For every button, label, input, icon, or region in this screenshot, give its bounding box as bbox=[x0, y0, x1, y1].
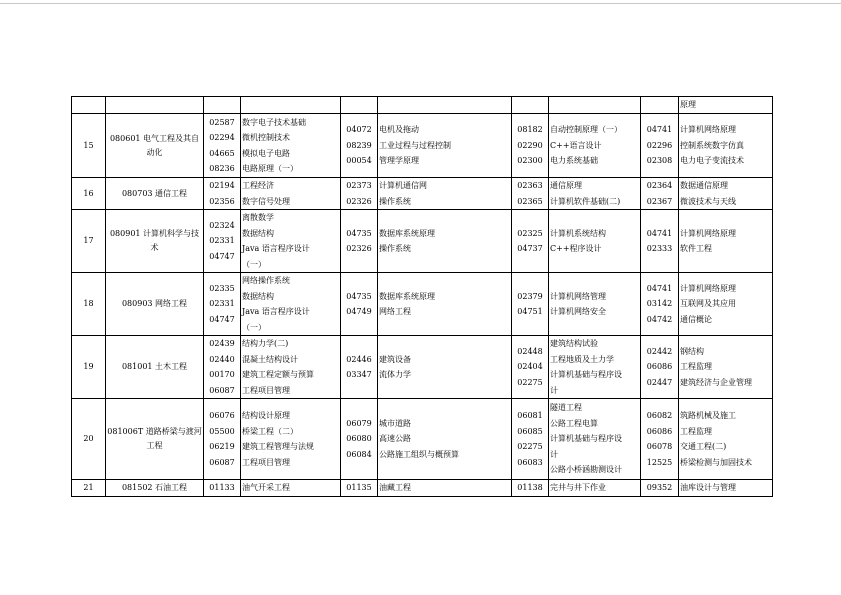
course-names-cell bbox=[241, 114, 341, 178]
course-codes-cell bbox=[341, 336, 378, 399]
table-row bbox=[72, 178, 773, 210]
course-code: 02326 bbox=[346, 244, 372, 253]
course-name: 公路工程电算 bbox=[550, 418, 598, 428]
course-code: 04741 bbox=[646, 283, 673, 293]
table-row bbox=[72, 399, 773, 480]
course-code: 02331 bbox=[209, 299, 235, 309]
course-names-cell bbox=[679, 273, 773, 336]
course-code: 04735 bbox=[346, 291, 372, 301]
course-name: 数字信号处理 bbox=[242, 196, 290, 206]
major-name: 080901 计算机科学与技术 bbox=[106, 210, 204, 273]
course-code: 02404 bbox=[517, 362, 543, 372]
table-cell bbox=[106, 97, 204, 114]
course-code: 06087 bbox=[209, 457, 235, 467]
course-name: 油库设计与管理 bbox=[680, 483, 736, 493]
course-codes-cell bbox=[512, 336, 549, 399]
course-names-cell bbox=[241, 480, 341, 497]
course-name: 软件工程 bbox=[680, 244, 712, 253]
course-name: （一） bbox=[242, 322, 266, 332]
course-name: 城市道路 bbox=[379, 418, 411, 428]
course-name: 计算机软件基础(二) bbox=[550, 196, 621, 206]
course-name: 计算机系统结构 bbox=[550, 228, 606, 238]
course-code: 02325 bbox=[517, 228, 543, 238]
course-name: 数字电子技术基础 bbox=[242, 117, 306, 127]
row-number: 21 bbox=[72, 480, 106, 497]
course-names-cell bbox=[679, 210, 773, 273]
course-code: 02333 bbox=[646, 244, 673, 253]
row-number: 16 bbox=[72, 178, 106, 210]
course-codes-cell bbox=[512, 114, 549, 178]
course-name: 计算机基础与程序设 bbox=[550, 434, 622, 444]
course-codes-cell bbox=[641, 114, 679, 178]
course-name: 工程监理 bbox=[680, 426, 712, 436]
course-code: 02324 bbox=[209, 220, 235, 230]
course-code: 02446 bbox=[346, 354, 372, 364]
row-number: 19 bbox=[72, 336, 106, 399]
course-codes-cell bbox=[512, 178, 549, 210]
course-code: 02296 bbox=[646, 140, 673, 150]
course-name: 结构设计原理 bbox=[242, 411, 290, 420]
course-name: 微波技术与天线 bbox=[680, 196, 736, 206]
course-names-cell bbox=[378, 336, 512, 399]
row-number: 17 bbox=[72, 210, 106, 273]
course-codes-cell bbox=[641, 178, 679, 210]
course-name: 电路原理（一） bbox=[242, 164, 298, 173]
course-code: 02365 bbox=[517, 196, 543, 206]
course-name: 钢结构 bbox=[680, 346, 704, 356]
course-code: 02364 bbox=[646, 181, 673, 190]
course-name: C++语言设计 bbox=[550, 140, 602, 150]
course-names-cell bbox=[679, 399, 773, 480]
course-codes-cell bbox=[341, 210, 378, 273]
table-cell bbox=[512, 97, 549, 114]
course-code: 03142 bbox=[646, 299, 673, 309]
table-row bbox=[72, 336, 773, 399]
course-name: Java 语言程序设计 bbox=[242, 307, 310, 316]
course-name: 交通工程(二) bbox=[680, 442, 727, 451]
course-code: 02275 bbox=[517, 377, 543, 387]
course-name: 筑路机械及施工 bbox=[680, 411, 736, 420]
table-row bbox=[72, 480, 773, 497]
course-codes-cell bbox=[641, 336, 679, 399]
course-name: 自动控制原理（一） bbox=[550, 125, 622, 135]
course-name: 公路施工组织与概预算 bbox=[379, 449, 459, 459]
course-name: 公路小桥涵勘测设计 bbox=[550, 465, 622, 475]
course-code: 02439 bbox=[209, 339, 235, 348]
course-name: 工程监理 bbox=[680, 362, 712, 372]
course-name: 操作系统 bbox=[379, 244, 411, 253]
course-codes-cell bbox=[641, 210, 679, 273]
course-name: 计算机网络原理 bbox=[680, 283, 736, 293]
course-code: 02447 bbox=[646, 377, 673, 387]
course-codes-cell bbox=[512, 273, 549, 336]
course-code: 09352 bbox=[646, 483, 673, 493]
course-name: 离散数学 bbox=[242, 213, 274, 222]
course-names-cell bbox=[549, 480, 641, 497]
course-code: 08182 bbox=[517, 125, 543, 135]
course-names-cell bbox=[378, 178, 512, 210]
course-name: 建筑经济与企业管理 bbox=[680, 377, 752, 387]
major-name: 081006T 道路桥梁与渡河工程 bbox=[106, 399, 204, 480]
course-codes-cell bbox=[341, 178, 378, 210]
course-code: 04737 bbox=[517, 244, 543, 253]
course-name: 建筑设备 bbox=[379, 354, 411, 364]
course-name: 数据通信原理 bbox=[680, 181, 728, 190]
course-code: 04751 bbox=[517, 307, 543, 316]
table-cell bbox=[241, 97, 341, 114]
course-code: 06083 bbox=[517, 457, 543, 467]
course-names-cell bbox=[549, 178, 641, 210]
course-names-cell bbox=[679, 480, 773, 497]
major-name: 080601 电气工程及其自动化 bbox=[106, 114, 204, 178]
course-names-cell bbox=[378, 399, 512, 480]
course-names-cell bbox=[241, 336, 341, 399]
table-cell bbox=[204, 97, 241, 114]
course-names-cell bbox=[549, 399, 641, 480]
course-names-cell bbox=[241, 178, 341, 210]
course-name: 计算机网络管理 bbox=[550, 291, 606, 301]
course-codes-cell bbox=[512, 480, 549, 497]
course-code: 06084 bbox=[346, 449, 372, 459]
course-codes-cell bbox=[512, 399, 549, 480]
course-name: 操作系统 bbox=[379, 196, 411, 206]
course-code: 02440 bbox=[209, 354, 235, 364]
major-name: 080703 通信工程 bbox=[106, 178, 204, 210]
course-name: （一） bbox=[242, 259, 266, 269]
course-names-cell bbox=[378, 273, 512, 336]
course-names-cell bbox=[679, 114, 773, 178]
course-code: 04741 bbox=[646, 125, 673, 135]
course-name: 计 bbox=[550, 449, 558, 459]
table-row-header-remnant bbox=[72, 97, 773, 114]
course-name: 数据库系统原理 bbox=[379, 291, 435, 301]
course-codes-cell bbox=[204, 399, 241, 480]
page-top-rule bbox=[0, 3, 841, 4]
course-code: 02300 bbox=[517, 156, 543, 166]
course-names-cell bbox=[679, 178, 773, 210]
course-code: 06085 bbox=[517, 426, 543, 436]
course-code: 02275 bbox=[517, 442, 543, 451]
course-code: 02290 bbox=[517, 140, 543, 150]
course-code: 02448 bbox=[517, 346, 543, 356]
course-code: 06087 bbox=[209, 385, 235, 395]
major-name: 081502 石油工程 bbox=[106, 480, 204, 497]
course-name: 控制系统数字仿真 bbox=[680, 140, 744, 150]
course-name: 工业过程与过程控制 bbox=[379, 140, 451, 150]
course-name: 通信原理 bbox=[550, 181, 582, 190]
course-code: 04741 bbox=[646, 228, 673, 238]
course-code: 02587 bbox=[209, 117, 235, 127]
course-code: 06086 bbox=[646, 362, 673, 372]
course-code: 04747 bbox=[209, 251, 235, 261]
course-name: 隧道工程 bbox=[550, 403, 582, 413]
course-code: 04742 bbox=[646, 314, 673, 324]
course-name: 计算机网络原理 bbox=[680, 125, 736, 135]
course-name: 工程项目管理 bbox=[242, 457, 290, 467]
course-code: 01138 bbox=[517, 483, 543, 493]
course-name: 桥梁检测与加固技术 bbox=[680, 457, 752, 467]
table-cell bbox=[549, 97, 641, 114]
row-number: 15 bbox=[72, 114, 106, 178]
course-name: 混凝土结构设计 bbox=[242, 354, 298, 364]
course-name: 结构力学(二) bbox=[242, 339, 289, 348]
course-code: 02335 bbox=[209, 283, 235, 293]
table-row bbox=[72, 114, 773, 178]
course-code: 06219 bbox=[209, 442, 235, 451]
course-names-cell bbox=[679, 336, 773, 399]
course-code: 02194 bbox=[209, 181, 235, 190]
course-name: 数据结构 bbox=[242, 291, 274, 301]
course-name: 计算机通信网 bbox=[379, 181, 427, 190]
table-row bbox=[72, 210, 773, 273]
course-code: 00054 bbox=[346, 156, 372, 166]
row-number: 18 bbox=[72, 273, 106, 336]
course-name: 建筑工程定额与预算 bbox=[242, 370, 314, 379]
course-codes-cell bbox=[641, 273, 679, 336]
course-code: 04072 bbox=[346, 125, 372, 135]
course-name: 电力电子变流技术 bbox=[680, 156, 744, 166]
course-name: Java 语言程序设计 bbox=[242, 244, 310, 253]
row-number: 20 bbox=[72, 399, 106, 480]
course-names-cell bbox=[378, 114, 512, 178]
course-name: 桥梁工程（二） bbox=[242, 426, 298, 436]
course-code: 04665 bbox=[209, 148, 235, 158]
course-codes-cell bbox=[641, 480, 679, 497]
course-codes-cell bbox=[204, 336, 241, 399]
course-code: 02442 bbox=[646, 346, 673, 356]
course-names-cell bbox=[378, 480, 512, 497]
course-codes-cell bbox=[341, 480, 378, 497]
course-name: 互联网及其应用 bbox=[680, 299, 736, 309]
table-cell bbox=[341, 97, 378, 114]
course-code: 03347 bbox=[346, 370, 372, 379]
course-code: 08239 bbox=[346, 140, 372, 150]
major-name: 081001 土木工程 bbox=[106, 336, 204, 399]
course-code: 06078 bbox=[646, 442, 673, 451]
course-codes-cell bbox=[641, 399, 679, 480]
course-code: 02379 bbox=[517, 291, 543, 301]
course-name: 数据库系统原理 bbox=[379, 228, 435, 238]
table-cell: 原理 bbox=[679, 97, 773, 114]
course-code: 01135 bbox=[346, 483, 372, 493]
course-code: 02356 bbox=[209, 196, 235, 206]
course-code: 06086 bbox=[646, 426, 673, 436]
course-name: 计算机网络安全 bbox=[550, 307, 606, 316]
course-code: 01133 bbox=[209, 483, 235, 493]
course-name: 工程地质及土力学 bbox=[550, 354, 614, 364]
course-code: 02331 bbox=[209, 236, 235, 246]
course-name: 模拟电子电路 bbox=[242, 148, 290, 158]
course-name: 建筑结构试验 bbox=[550, 339, 598, 348]
course-names-cell bbox=[241, 210, 341, 273]
course-name: C++程序设计 bbox=[550, 244, 602, 253]
course-name: 网络操作系统 bbox=[242, 276, 290, 285]
course-code: 02373 bbox=[346, 181, 372, 190]
table-cell bbox=[72, 97, 106, 114]
course-name: 建筑工程管理与法规 bbox=[242, 442, 314, 451]
course-names-cell bbox=[549, 273, 641, 336]
course-name: 工程项目管理 bbox=[242, 385, 290, 395]
course-names-cell bbox=[549, 336, 641, 399]
course-code: 06076 bbox=[209, 411, 235, 420]
course-code: 06080 bbox=[346, 434, 372, 444]
course-codes-cell bbox=[204, 480, 241, 497]
course-codes-cell bbox=[341, 114, 378, 178]
course-codes-cell bbox=[512, 210, 549, 273]
course-name: 油藏工程 bbox=[379, 483, 411, 493]
course-name: 计算机网络原理 bbox=[680, 228, 736, 238]
course-code: 02326 bbox=[346, 196, 372, 206]
course-name: 完井与井下作业 bbox=[550, 483, 606, 493]
course-code: 06082 bbox=[646, 411, 673, 420]
course-name: 计 bbox=[550, 385, 558, 395]
course-names-cell bbox=[241, 399, 341, 480]
course-codes-cell bbox=[341, 399, 378, 480]
major-name: 080903 网络工程 bbox=[106, 273, 204, 336]
course-names-cell bbox=[549, 210, 641, 273]
course-codes-cell bbox=[204, 210, 241, 273]
course-name: 油气开采工程 bbox=[242, 483, 290, 493]
course-name: 高速公路 bbox=[379, 434, 411, 444]
table-row bbox=[72, 273, 773, 336]
course-name: 计算机基础与程序设 bbox=[550, 370, 622, 379]
course-schedule-table bbox=[71, 96, 773, 497]
course-name: 工程经济 bbox=[242, 181, 274, 190]
course-code: 02363 bbox=[517, 181, 543, 190]
course-names-cell bbox=[241, 273, 341, 336]
course-code: 02308 bbox=[646, 156, 673, 166]
course-names-cell bbox=[549, 114, 641, 178]
course-code: 02294 bbox=[209, 133, 235, 142]
course-codes-cell bbox=[204, 178, 241, 210]
course-code: 06079 bbox=[346, 418, 372, 428]
course-names-cell bbox=[378, 210, 512, 273]
course-code: 02367 bbox=[646, 196, 673, 206]
course-name: 管理学原理 bbox=[379, 156, 419, 166]
course-name: 网络工程 bbox=[379, 307, 411, 316]
course-name: 电机及拖动 bbox=[379, 125, 419, 135]
course-code: 04749 bbox=[346, 307, 372, 316]
course-codes-cell bbox=[204, 273, 241, 336]
course-code: 05500 bbox=[209, 426, 235, 436]
course-code: 04747 bbox=[209, 314, 235, 324]
course-name: 电力系统基础 bbox=[550, 156, 598, 166]
course-code: 08236 bbox=[209, 164, 235, 173]
course-code: 06081 bbox=[517, 411, 543, 420]
table-cell bbox=[378, 97, 512, 114]
course-codes-cell bbox=[204, 114, 241, 178]
course-codes-cell bbox=[341, 273, 378, 336]
course-code: 04735 bbox=[346, 228, 372, 238]
course-name: 流体力学 bbox=[379, 370, 411, 379]
table-cell bbox=[641, 97, 679, 114]
course-name: 数据结构 bbox=[242, 228, 274, 238]
course-name: 微机控制技术 bbox=[242, 133, 290, 142]
course-code: 00170 bbox=[209, 370, 235, 379]
course-name: 通信概论 bbox=[680, 314, 712, 324]
course-code: 12525 bbox=[646, 457, 673, 467]
